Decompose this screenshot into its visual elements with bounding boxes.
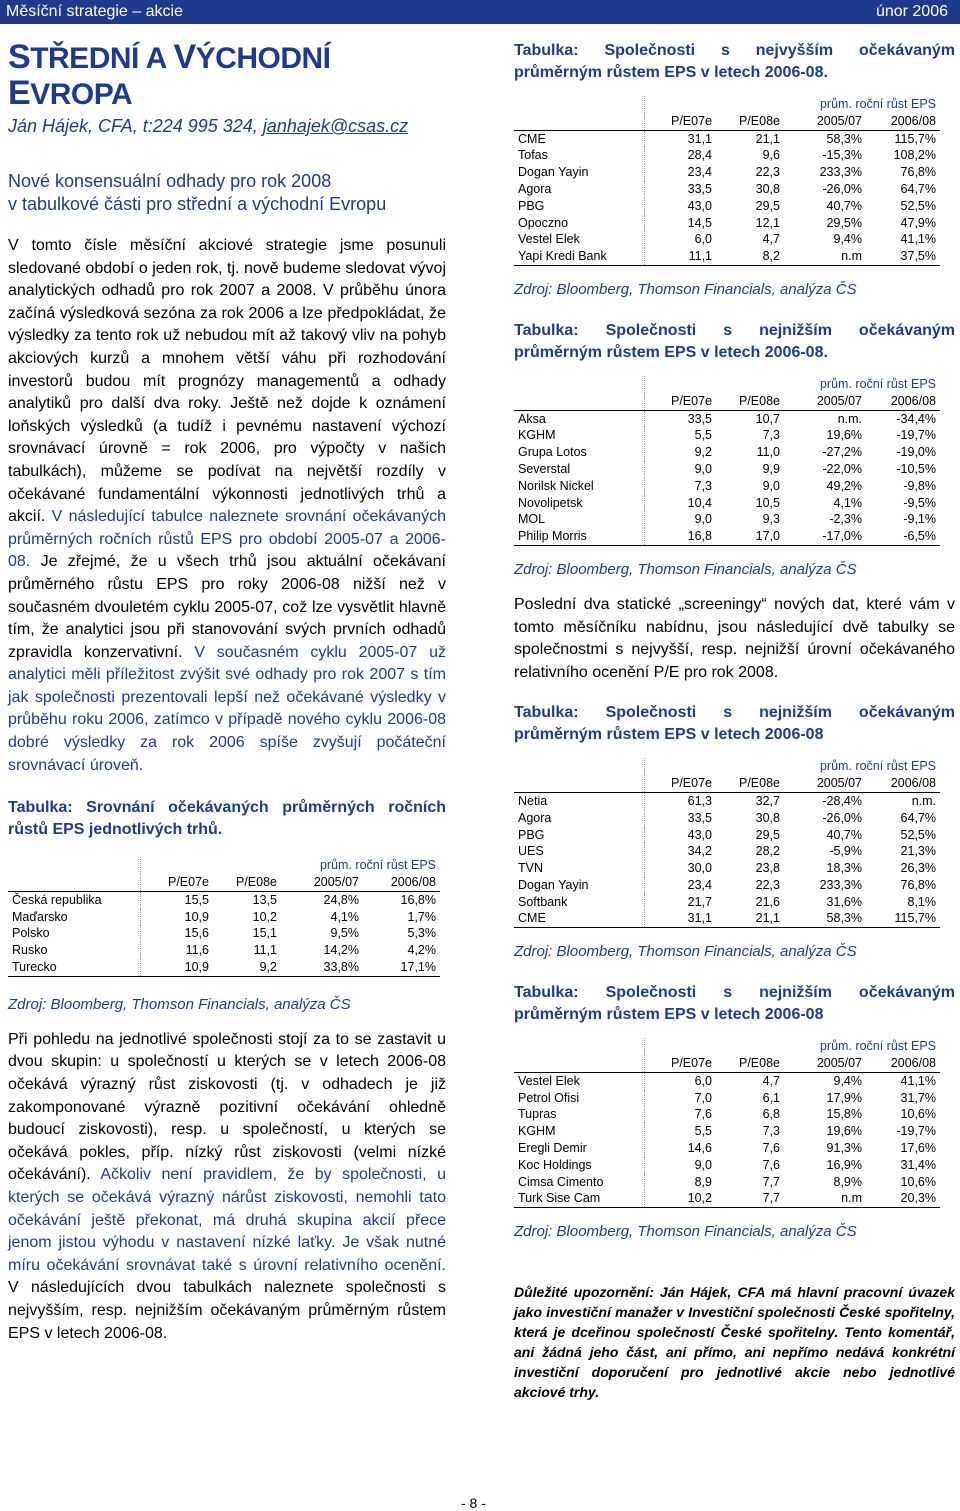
table-row: Turk Sise Cam 10,2 7,7 n.m 20,3% bbox=[514, 1190, 940, 1207]
table-row: Eregli Demir 14,6 7,6 91,3% 17,6% bbox=[514, 1140, 940, 1157]
table-row: PBG 43,0 29,5 40,7% 52,5% bbox=[514, 827, 940, 844]
intro-paragraph: V tomto čísle měsíční akciové strategie jsme posunuli sledované období o jeden rok, tj. nově budeme sledovat vývoj analytických odhadů pro rok 2007 a 2008. V průběhu února začíná výsledková sezóna za rok 2006 a lze předpokládat, že výsledky za tento rok už nebudou mít až takový vliv na pohyb akciových kurzů a mnohem větší váhu při rozhodování investorů budou mít prognózy managementů a odhady analytiků pro další dva roky. Ještě než dojde k oznámení loňských výsledků (a tudíž i pevnému nastavení výchozí srovnávací úrovně = rok 2006, pro výpočty v našich tabulkách), můžeme se podívat na největší rozdíly v očekávané fundamentální výkonnosti jednotlivých trhů a akcií. V následující tabulce naleznete srovnání očekávaných průměrných ročních růstů EPS pro období 2005-07 a 2006-08. Je zřejmé, že u všech trhů jsou aktuální očekávaní průměrného růstu EPS pro roky 2006-08 nižší než v současném dvouletém cyklu 2005-07, což lze vysvětlit hlavně tím, že analytici jsou při stanovování svých prvních odhadů zpravidla konzervativní. V současném cyklu 2005-07 už analytici měli příležitost zvýšit své odhady pro rok 2007 s tím jak společnosti prezentovali lepší než očekávané výsledky v průběhu roku 2006, zatímco v případě nového cyklu 2006-08 dobré výsledky za rok 2006 spíše zvyšují počáteční srovnávací úroveň. bbox=[8, 237, 446, 774]
table-row: CME 31,1 21,1 58,3% 115,7% bbox=[514, 910, 940, 927]
table-row: Norilsk Nickel 7,3 9,0 49,2% -9,8% bbox=[514, 478, 940, 495]
section-heading: Nové konsensuální odhady pro rok 2008 v tabulkové části pro střední a východní Evropu bbox=[8, 171, 387, 214]
right-column bbox=[514, 40, 955, 1402]
table1-source: Zdroj: Bloomberg, Thomson Financials, analýza ČS bbox=[514, 280, 857, 298]
table-lowest-eps: prům. roční růst EPS P/E07e P/E08e 2005/07 2006/08 Aksa 33,5 10,7 n.m. -34,4% KGHM 5,5 7,3 19,6% -19,7% Grupa Lotos 9,2 11,0 -27,2% -19,0% Severstal 9,0 9,9 -22,0% -10,5% Norilsk Nickel 7,3 9,0 49,2% -9,8% Novolipetsk 10,4 10,5 4,1% -9,5% MOL 9,0 9,3 -2,3% -9,1% Philip Morris 16,8 17,0 -17,0% -6,5% bbox=[514, 376, 940, 546]
header-bar bbox=[0, 0, 960, 24]
table-row: Philip Morris 16,8 17,0 -17,0% -6,5% bbox=[514, 528, 940, 545]
table-row: Netia 61,3 32,7 -28,4% n.m. bbox=[514, 792, 940, 809]
left-column bbox=[8, 40, 446, 1345]
author-email-link[interactable]: janhajek@csas.cz bbox=[262, 116, 409, 136]
table-row: Grupa Lotos 9,2 11,0 -27,2% -19,0% bbox=[514, 444, 940, 461]
table-row: MOL 9,0 9,3 -2,3% -9,1% bbox=[514, 511, 940, 528]
table-highest-pe: prům. roční růst EPS P/E07e P/E08e 2005/07 2006/08 Netia 61,3 32,7 -28,4% n.m. Agora 33,5 30,8 -26,0% 64,7% PBG 43,0 29,5 40,7% 52,5% UES 34,2 28,2 -5,9% 21,3% TVN 30,0 23,8 18,3% 26,3% Dogan Yayin 23,4 22,3 233,3% 76,8% Softbank 21,7 21,6 31,6% 8,1% CME 31,1 21,1 58,3% 115,7% bbox=[514, 758, 940, 928]
header-right: únor 2006 bbox=[875, 3, 948, 20]
table-row: KGHM 5,5 7,3 19,6% -19,7% bbox=[514, 1123, 940, 1140]
table-row: PBG 43,0 29,5 40,7% 52,5% bbox=[514, 198, 940, 215]
table1-caption: Tabulka: Společnosti s nejvyšším očekávaným průměrným růstem EPS v letech 2006-08. bbox=[514, 42, 955, 81]
table4-caption: Tabulka: Společnosti s nejnižším očekávaným průměrným růstem EPS v letech 2006-08 bbox=[514, 984, 955, 1024]
table-row: Softbank 21,7 21,6 31,6% 8,1% bbox=[514, 894, 940, 911]
table-row: Maďarsko 10,9 10,2 4,1% 1,7% bbox=[8, 909, 440, 926]
table-row: Koc Holdings 9,0 7,6 16,9% 31,4% bbox=[514, 1157, 940, 1174]
table4-source: Zdroj: Bloomberg, Thomson Financials, analýza ČS bbox=[514, 1223, 857, 1241]
table-row: Agora 33,5 30,8 -26,0% 64,7% bbox=[514, 181, 940, 198]
table3-source: Zdroj: Bloomberg, Thomson Financials, analýza ČS bbox=[514, 943, 857, 961]
countries-table-source: Zdroj: Bloomberg, Thomson Financials, analýza ČS bbox=[8, 995, 351, 1013]
table-row: KGHM 5,5 7,3 19,6% -19,7% bbox=[514, 427, 940, 444]
table-row: Opoczno 14,5 12,1 29,5% 47,9% bbox=[514, 215, 940, 232]
table-row: Turecko 10,9 9,2 33,8% 17,1% bbox=[8, 959, 440, 976]
companies-paragraph: Při pohledu na jednotlivé společnosti stojí za to se zastavit u dvou skupin: u společností u kterých se v letech 2006-08 očekává výrazný růst ziskovosti (tj. v odhadech je již zakomponované výrazně pozitivní očekávání ohledně budoucí ziskovosti), resp. u společností, u kterých se očekává pokles, příp. nízký růst ziskovosti (velmi nízké očekávání). Ačkoliv není pravidlem, že by společnosti, u kterých se očekává výrazný nárůst ziskovosti, nemohli tato očekávání ještě překonat, má druhá skupina akcií přece jenom jistou výhodu v nastavení nízké laťky. Je však nutné míru očekávání srovnávat také s úrovní relativního ocenění. V následujících dvou tabulkách naleznete společnosti s nejvyšším, resp. nejnižším očekávaným průměrným růstem EPS v letech 2006-08. bbox=[8, 1030, 446, 1342]
author-line: Ján Hájek, CFA, t:224 995 324, janhajek@csas.cz bbox=[8, 116, 409, 136]
table-row: Rusko 11,6 11,1 14,2% 4,2% bbox=[8, 942, 440, 959]
table-row: Novolipetsk 10,4 10,5 4,1% -9,5% bbox=[514, 495, 940, 512]
table-row: Dogan Yayin 23,4 22,3 233,3% 76,8% bbox=[514, 877, 940, 894]
table-row: Tupras 7,6 6,8 15,8% 10,6% bbox=[514, 1106, 940, 1123]
table-lowest-pe: prům. roční růst EPS P/E07e P/E08e 2005/07 2006/08 Vestel Elek 6,0 4,7 9,4% 41,1% Petrol Ofisi 7,0 6,1 17,9% 31,7% Tupras 7,6 6,8 15,8% 10,6% KGHM 5,5 7,3 19,6% -19,7% Eregli Demir 14,6 7,6 91,3% 17,6% Koc Holdings 9,0 7,6 16,9% 31,4% Cimsa Cimento 8,9 7,7 8,9% 10,6% Turk Sise Cam 10,2 7,7 n.m 20,3% bbox=[514, 1038, 940, 1208]
table-row: Petrol Ofisi 7,0 6,1 17,9% 31,7% bbox=[514, 1090, 940, 1107]
table-row: Severstal 9,0 9,9 -22,0% -10,5% bbox=[514, 461, 940, 478]
screening-paragraph: Poslední dva statické „screeningy“ nových dat, které vám v tomto měsíčníku nabídnu, jsou následující dvě tabulky se společnostmi s nejvyšší, resp. nejnižší úrovní očekávaného relativního ocenění P/E pro rok 2008. bbox=[514, 595, 955, 681]
table-row: Tofas 28,4 9,6 -15,3% 108,2% bbox=[514, 147, 940, 164]
table2-source: Zdroj: Bloomberg, Thomson Financials, analýza ČS bbox=[514, 560, 857, 578]
countries-table-caption: Tabulka: Srovnání očekávaných průměrných ročních růstů EPS jednotlivých trhů. bbox=[8, 799, 446, 839]
table-row: Česká republika 15,5 13,5 24,8% 16,8% bbox=[8, 891, 440, 908]
table2-caption: Tabulka: Společnosti s nejnižším očekávaným průměrným růstem EPS v letech 2006-08. bbox=[514, 321, 955, 361]
disclaimer-note: Důležité upozornění: Ján Hájek, CFA má hlavní pracovní úvazek jako investiční manažer v Investiční společnosti České spořitelny, která je dceřinou společností České spořitelny. Tento komentář, ani žádná jeho část, ani přímo, ani nepřímo nedává konkrétní investiční doporučení pro jednotlivé akcie nebo jednotlivé akciové trhy. bbox=[514, 1284, 955, 1401]
page-title: STŘEDNÍ A VÝCHODNÍ EVROPA bbox=[8, 38, 331, 112]
table-row: Yapi Kredi Bank 11,1 8,2 n.m 37,5% bbox=[514, 248, 940, 265]
table-highest-eps: prům. roční růst EPS P/E07e P/E08e 2005/07 2006/08 CME 31,1 21,1 58,3% 115,7% Tofas 28,4 9,6 -15,3% 108,2% Dogan Yayin 23,4 22,3 233,3% 76,8% Agora 33,5 30,8 -26,0% 64,7% PBG 43,0 29,5 40,7% 52,5% Opoczno 14,5 12,1 29,5% 47,9% Vestel Elek 6,0 4,7 9,4% 41,1% Yapi Kredi Bank 11,1 8,2 n.m 37,5% bbox=[514, 96, 940, 266]
table-group-header: prům. roční růst EPS bbox=[319, 858, 436, 873]
table-row: Cimsa Cimento 8,9 7,7 8,9% 10,6% bbox=[514, 1174, 940, 1191]
table-row: Agora 33,5 30,8 -26,0% 64,7% bbox=[514, 810, 940, 827]
table-row: Polsko 15,6 15,1 9,5% 5,3% bbox=[8, 925, 440, 942]
page-number: - 8 - bbox=[461, 1495, 486, 1511]
header-left: Měsíční strategie – akcie bbox=[6, 3, 183, 20]
table-row: TVN 30,0 23,8 18,3% 26,3% bbox=[514, 860, 940, 877]
table-row: CME 31,1 21,1 58,3% 115,7% bbox=[514, 130, 940, 147]
table-row: Dogan Yayin 23,4 22,3 233,3% 76,8% bbox=[514, 164, 940, 181]
table3-caption: Tabulka: Společnosti s nejnižším očekávaným průměrným růstem EPS v letech 2006-08 bbox=[514, 704, 955, 744]
table-row: UES 34,2 28,2 -5,9% 21,3% bbox=[514, 843, 940, 860]
countries-table: prům. roční růst EPS P/E07e P/E08e 2005/07 2006/08 Česká republika 15,5 13,5 24,8% 16,8% Maďarsko 10,9 10,2 4,1% 1,7% Polsko 15,6 15,1 9,5% 5,3% Rusko 11,6 11,1 14,2% 4,2% Turecko 10,9 9,2 33,8% 17,1% bbox=[8, 857, 440, 977]
table-row: Vestel Elek 6,0 4,7 9,4% 41,1% bbox=[514, 1072, 940, 1089]
table-row: Vestel Elek 6,0 4,7 9,4% 41,1% bbox=[514, 231, 940, 248]
table-row: Aksa 33,5 10,7 n.m. -34,4% bbox=[514, 410, 940, 427]
